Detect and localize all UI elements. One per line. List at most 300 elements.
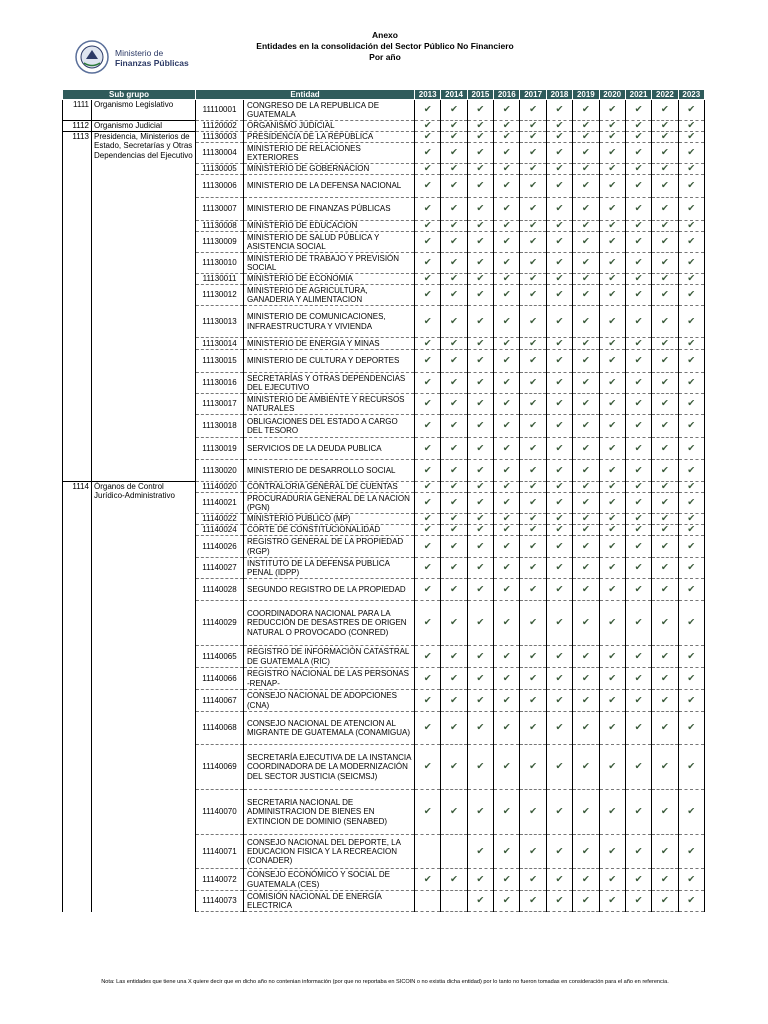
page-subtitle: Por año	[369, 52, 401, 62]
year-cell	[625, 232, 651, 253]
column-header-year: 2018	[546, 90, 572, 100]
check-icon: ✔	[423, 147, 432, 159]
check-icon: ✔	[634, 540, 643, 552]
entity-code: 11130018	[196, 415, 244, 438]
entity-name: CONSEJO NACIONAL DE ADOPCIONES (CNA)	[244, 690, 415, 712]
check-icon: ✔	[634, 442, 643, 454]
year-cell	[415, 274, 441, 285]
check-icon: ✔	[581, 120, 590, 132]
check-icon: ✔	[660, 120, 669, 132]
year-cell	[573, 143, 599, 164]
year-cell	[415, 373, 441, 394]
column-header-subgroup: Sub grupo	[63, 90, 196, 100]
year-cell	[441, 394, 467, 415]
year-cell	[415, 869, 441, 891]
year-cell	[625, 601, 651, 646]
year-cell	[494, 373, 520, 394]
check-icon: ✔	[660, 617, 669, 629]
check-icon: ✔	[660, 104, 669, 116]
ministry-logo	[66, 36, 196, 78]
year-cell	[678, 745, 704, 790]
column-header-year: 2016	[494, 90, 520, 100]
check-icon: ✔	[476, 337, 485, 349]
check-icon: ✔	[555, 761, 564, 773]
entity-code: 11140065	[196, 646, 244, 668]
check-icon: ✔	[476, 617, 485, 629]
year-cell	[546, 558, 572, 579]
check-icon: ✔	[608, 583, 617, 595]
entity-name: MINISTERIO DE ECONOMIA	[244, 274, 415, 285]
entity-name: MINISTERIO DE FINANZAS PÚBLICAS	[244, 198, 415, 221]
check-icon: ✔	[634, 203, 643, 215]
check-icon: ✔	[555, 236, 564, 248]
check-icon: ✔	[450, 617, 459, 629]
year-cell	[494, 232, 520, 253]
check-icon: ✔	[502, 895, 511, 907]
year-cell	[573, 438, 599, 460]
year-cell	[678, 790, 704, 835]
year-cell	[625, 460, 651, 482]
entity-code: 11140024	[196, 525, 244, 536]
check-icon: ✔	[660, 524, 669, 536]
year-cell	[415, 601, 441, 646]
check-icon: ✔	[423, 273, 432, 285]
entity-name: ORGANISMO JUDICIAL	[244, 121, 415, 132]
check-icon: ✔	[634, 562, 643, 574]
year-cell	[546, 525, 572, 536]
year-cell	[652, 285, 678, 306]
year-cell	[441, 690, 467, 712]
check-icon: ✔	[476, 257, 485, 269]
entity-name: COMISIÓN NACIONAL DE ENERGÍA ELECTRICA	[244, 891, 415, 912]
year-cell	[573, 274, 599, 285]
check-icon: ✔	[529, 761, 538, 773]
check-icon: ✔	[608, 694, 617, 706]
check-icon: ✔	[634, 722, 643, 734]
year-cell	[652, 306, 678, 338]
check-icon: ✔	[555, 337, 564, 349]
year-cell	[494, 175, 520, 198]
year-cell	[678, 253, 704, 274]
year-cell	[415, 221, 441, 232]
check-icon: ✔	[555, 672, 564, 684]
check-icon: ✔	[423, 540, 432, 552]
check-icon: ✔	[476, 464, 485, 476]
year-cell	[467, 373, 493, 394]
year-cell	[599, 121, 625, 132]
year-cell	[599, 415, 625, 438]
check-icon: ✔	[581, 257, 590, 269]
year-cell	[415, 536, 441, 558]
entity-name: MINISTERIO DE COMUNICACIONES, INFRAESTRUCTURA Y VIVIENDA	[244, 306, 415, 338]
year-cell	[546, 712, 572, 745]
check-icon: ✔	[608, 481, 617, 493]
year-cell	[625, 668, 651, 690]
check-icon: ✔	[660, 147, 669, 159]
check-icon: ✔	[529, 524, 538, 536]
check-icon: ✔	[423, 420, 432, 432]
year-cell	[520, 253, 546, 274]
check-icon: ✔	[687, 617, 696, 629]
year-cell	[441, 274, 467, 285]
check-icon: ✔	[423, 180, 432, 192]
year-cell	[573, 232, 599, 253]
year-cell	[441, 164, 467, 175]
year-cell	[625, 525, 651, 536]
check-icon: ✔	[555, 147, 564, 159]
check-icon: ✔	[502, 289, 511, 301]
year-cell	[625, 712, 651, 745]
entity-name: CONSEJO NACIONAL DEL DEPORTE, LA EDUCACION FISICA Y LA RECREACION (CONADER)	[244, 835, 415, 869]
column-header-year: 2021	[625, 90, 651, 100]
check-icon: ✔	[423, 163, 432, 175]
check-icon: ✔	[555, 377, 564, 389]
year-cell	[546, 891, 572, 912]
year-cell	[652, 482, 678, 493]
year-cell	[467, 460, 493, 482]
check-icon: ✔	[687, 806, 696, 818]
year-cell	[494, 100, 520, 121]
year-cell	[625, 221, 651, 232]
check-icon: ✔	[476, 315, 485, 327]
check-icon: ✔	[660, 895, 669, 907]
check-icon: ✔	[423, 131, 432, 143]
check-icon: ✔	[555, 104, 564, 116]
check-icon: ✔	[555, 131, 564, 143]
check-icon: ✔	[608, 895, 617, 907]
check-icon: ✔	[608, 464, 617, 476]
check-icon: ✔	[450, 147, 459, 159]
year-cell	[625, 253, 651, 274]
year-cell	[573, 790, 599, 835]
year-cell	[494, 493, 520, 514]
year-cell	[573, 514, 599, 525]
check-icon: ✔	[476, 236, 485, 248]
year-cell	[625, 493, 651, 514]
entity-code: 11140068	[196, 712, 244, 745]
year-cell	[573, 198, 599, 221]
year-cell	[415, 891, 441, 912]
check-icon: ✔	[529, 513, 538, 525]
year-cell	[652, 558, 678, 579]
year-cell	[546, 232, 572, 253]
year-cell	[494, 438, 520, 460]
year-cell	[599, 690, 625, 712]
table-row	[63, 482, 705, 493]
check-icon: ✔	[608, 377, 617, 389]
check-icon: ✔	[450, 398, 459, 410]
check-icon: ✔	[687, 722, 696, 734]
check-icon: ✔	[529, 104, 538, 116]
check-icon: ✔	[423, 203, 432, 215]
check-icon: ✔	[687, 398, 696, 410]
check-icon: ✔	[476, 873, 485, 885]
check-icon: ✔	[660, 497, 669, 509]
year-cell	[573, 221, 599, 232]
check-icon: ✔	[476, 163, 485, 175]
year-cell	[415, 579, 441, 601]
check-icon: ✔	[581, 355, 590, 367]
year-cell	[520, 536, 546, 558]
check-icon: ✔	[476, 694, 485, 706]
check-icon: ✔	[634, 163, 643, 175]
year-cell	[652, 438, 678, 460]
year-cell	[546, 869, 572, 891]
check-icon: ✔	[634, 524, 643, 536]
year-cell	[546, 338, 572, 350]
check-icon: ✔	[660, 540, 669, 552]
check-icon: ✔	[555, 845, 564, 857]
check-icon: ✔	[581, 562, 590, 574]
check-icon: ✔	[502, 806, 511, 818]
check-icon: ✔	[581, 513, 590, 525]
year-cell	[652, 835, 678, 869]
year-cell	[415, 198, 441, 221]
year-cell	[599, 558, 625, 579]
check-icon: ✔	[581, 694, 590, 706]
check-icon: ✔	[450, 203, 459, 215]
year-cell	[625, 121, 651, 132]
year-cell	[520, 668, 546, 690]
check-icon: ✔	[529, 131, 538, 143]
table-body	[63, 100, 705, 912]
check-icon: ✔	[476, 672, 485, 684]
year-cell	[573, 253, 599, 274]
check-icon: ✔	[502, 131, 511, 143]
year-cell	[625, 869, 651, 891]
check-icon: ✔	[502, 236, 511, 248]
year-cell	[599, 232, 625, 253]
year-cell	[441, 646, 467, 668]
year-cell	[467, 175, 493, 198]
year-cell	[573, 646, 599, 668]
year-cell	[599, 164, 625, 175]
year-cell	[678, 668, 704, 690]
year-cell	[599, 306, 625, 338]
year-cell	[625, 338, 651, 350]
check-icon: ✔	[502, 672, 511, 684]
check-icon: ✔	[581, 163, 590, 175]
year-cell	[625, 438, 651, 460]
year-cell	[494, 482, 520, 493]
check-icon: ✔	[687, 257, 696, 269]
year-cell	[520, 601, 546, 646]
check-icon: ✔	[555, 163, 564, 175]
year-cell	[546, 482, 572, 493]
check-icon: ✔	[502, 722, 511, 734]
year-cell	[652, 132, 678, 143]
year-cell	[678, 558, 704, 579]
year-cell	[520, 232, 546, 253]
year-cell	[441, 712, 467, 745]
check-icon: ✔	[634, 236, 643, 248]
check-icon: ✔	[529, 220, 538, 232]
year-cell	[441, 285, 467, 306]
subgroup-code: 1111	[63, 100, 92, 121]
year-cell	[599, 221, 625, 232]
year-cell	[652, 175, 678, 198]
year-cell	[573, 668, 599, 690]
year-cell	[678, 175, 704, 198]
subgroup-name: Órganos de Control Jurídico-Administrativo	[92, 482, 196, 912]
check-icon: ✔	[555, 895, 564, 907]
year-cell	[599, 646, 625, 668]
year-cell	[520, 869, 546, 891]
year-cell	[546, 175, 572, 198]
entity-code: 11110001	[196, 100, 244, 121]
year-cell	[599, 438, 625, 460]
year-cell	[467, 415, 493, 438]
year-cell	[625, 536, 651, 558]
year-cell	[415, 121, 441, 132]
year-cell	[573, 338, 599, 350]
check-icon: ✔	[608, 761, 617, 773]
year-cell	[678, 143, 704, 164]
check-icon: ✔	[634, 617, 643, 629]
check-icon: ✔	[687, 273, 696, 285]
year-cell	[441, 891, 467, 912]
check-icon: ✔	[555, 873, 564, 885]
year-cell	[520, 712, 546, 745]
check-icon: ✔	[502, 257, 511, 269]
year-cell	[520, 790, 546, 835]
year-cell	[546, 790, 572, 835]
check-icon: ✔	[660, 442, 669, 454]
year-cell	[573, 121, 599, 132]
year-cell	[467, 121, 493, 132]
check-icon: ✔	[450, 163, 459, 175]
year-cell	[678, 132, 704, 143]
check-icon: ✔	[581, 806, 590, 818]
check-icon: ✔	[608, 220, 617, 232]
check-icon: ✔	[423, 464, 432, 476]
year-cell	[467, 536, 493, 558]
entity-name: MINISTERIO DE LA DEFENSA NACIONAL	[244, 175, 415, 198]
year-cell	[467, 482, 493, 493]
check-icon: ✔	[634, 497, 643, 509]
year-cell	[652, 579, 678, 601]
year-cell	[441, 790, 467, 835]
year-cell	[546, 514, 572, 525]
year-cell	[678, 415, 704, 438]
year-cell	[678, 198, 704, 221]
check-icon: ✔	[581, 147, 590, 159]
year-cell	[494, 601, 520, 646]
year-cell	[494, 745, 520, 790]
check-icon: ✔	[634, 104, 643, 116]
check-icon: ✔	[687, 120, 696, 132]
check-icon: ✔	[660, 289, 669, 301]
check-icon: ✔	[450, 220, 459, 232]
year-cell	[520, 558, 546, 579]
entity-name: SERVICIOS DE LA DEUDA PUBLICA	[244, 438, 415, 460]
year-cell	[520, 285, 546, 306]
check-icon: ✔	[581, 650, 590, 662]
year-cell	[678, 536, 704, 558]
check-icon: ✔	[660, 806, 669, 818]
year-cell	[625, 274, 651, 285]
column-header-year: 2020	[599, 90, 625, 100]
entity-code: 11140069	[196, 745, 244, 790]
check-icon: ✔	[634, 513, 643, 525]
entity-code: 11130004	[196, 143, 244, 164]
year-cell	[441, 438, 467, 460]
year-cell	[599, 601, 625, 646]
check-icon: ✔	[608, 104, 617, 116]
year-cell	[599, 338, 625, 350]
check-icon: ✔	[476, 377, 485, 389]
entity-code: 11140072	[196, 869, 244, 891]
check-icon: ✔	[581, 289, 590, 301]
year-cell	[599, 835, 625, 869]
year-cell	[520, 274, 546, 285]
year-cell	[599, 460, 625, 482]
check-icon: ✔	[581, 583, 590, 595]
year-cell	[573, 869, 599, 891]
year-cell	[625, 646, 651, 668]
year-cell	[625, 835, 651, 869]
year-cell	[546, 285, 572, 306]
check-icon: ✔	[660, 355, 669, 367]
entity-name: CONTRALORIA GENERAL DE CUENTAS	[244, 482, 415, 493]
entity-code: 11140066	[196, 668, 244, 690]
check-icon: ✔	[608, 273, 617, 285]
check-icon: ✔	[634, 873, 643, 885]
check-icon: ✔	[581, 442, 590, 454]
check-icon: ✔	[476, 524, 485, 536]
year-cell	[415, 514, 441, 525]
year-cell	[678, 373, 704, 394]
check-icon: ✔	[608, 120, 617, 132]
entity-code: 11140021	[196, 493, 244, 514]
check-icon: ✔	[502, 420, 511, 432]
year-cell	[599, 175, 625, 198]
entity-name: MINISTERIO DE CULTURA Y DEPORTES	[244, 350, 415, 373]
year-cell	[441, 460, 467, 482]
check-icon: ✔	[634, 337, 643, 349]
check-icon: ✔	[450, 337, 459, 349]
year-cell	[678, 285, 704, 306]
check-icon: ✔	[555, 273, 564, 285]
check-icon: ✔	[502, 562, 511, 574]
check-icon: ✔	[687, 464, 696, 476]
year-cell	[415, 790, 441, 835]
year-cell	[441, 175, 467, 198]
check-icon: ✔	[502, 315, 511, 327]
year-cell	[467, 438, 493, 460]
column-header-year: 2019	[573, 90, 599, 100]
year-cell	[415, 394, 441, 415]
entity-name: SECRETARIA NACIONAL DE ADMINISTRACION DE BIENES EN EXTINCION DE DOMINIO (SENABED)	[244, 790, 415, 835]
check-icon: ✔	[555, 650, 564, 662]
year-cell	[441, 668, 467, 690]
entity-name: CONSEJO ECONÓMICO Y SOCIAL DE GUATEMALA (CES)	[244, 869, 415, 891]
year-cell	[573, 394, 599, 415]
year-cell	[573, 690, 599, 712]
year-cell	[415, 415, 441, 438]
check-icon: ✔	[476, 562, 485, 574]
year-cell	[520, 415, 546, 438]
check-icon: ✔	[476, 147, 485, 159]
check-icon: ✔	[581, 420, 590, 432]
check-icon: ✔	[660, 131, 669, 143]
check-icon: ✔	[450, 694, 459, 706]
year-cell	[520, 143, 546, 164]
check-icon: ✔	[608, 806, 617, 818]
year-cell	[520, 121, 546, 132]
check-icon: ✔	[634, 398, 643, 410]
check-icon: ✔	[423, 497, 432, 509]
